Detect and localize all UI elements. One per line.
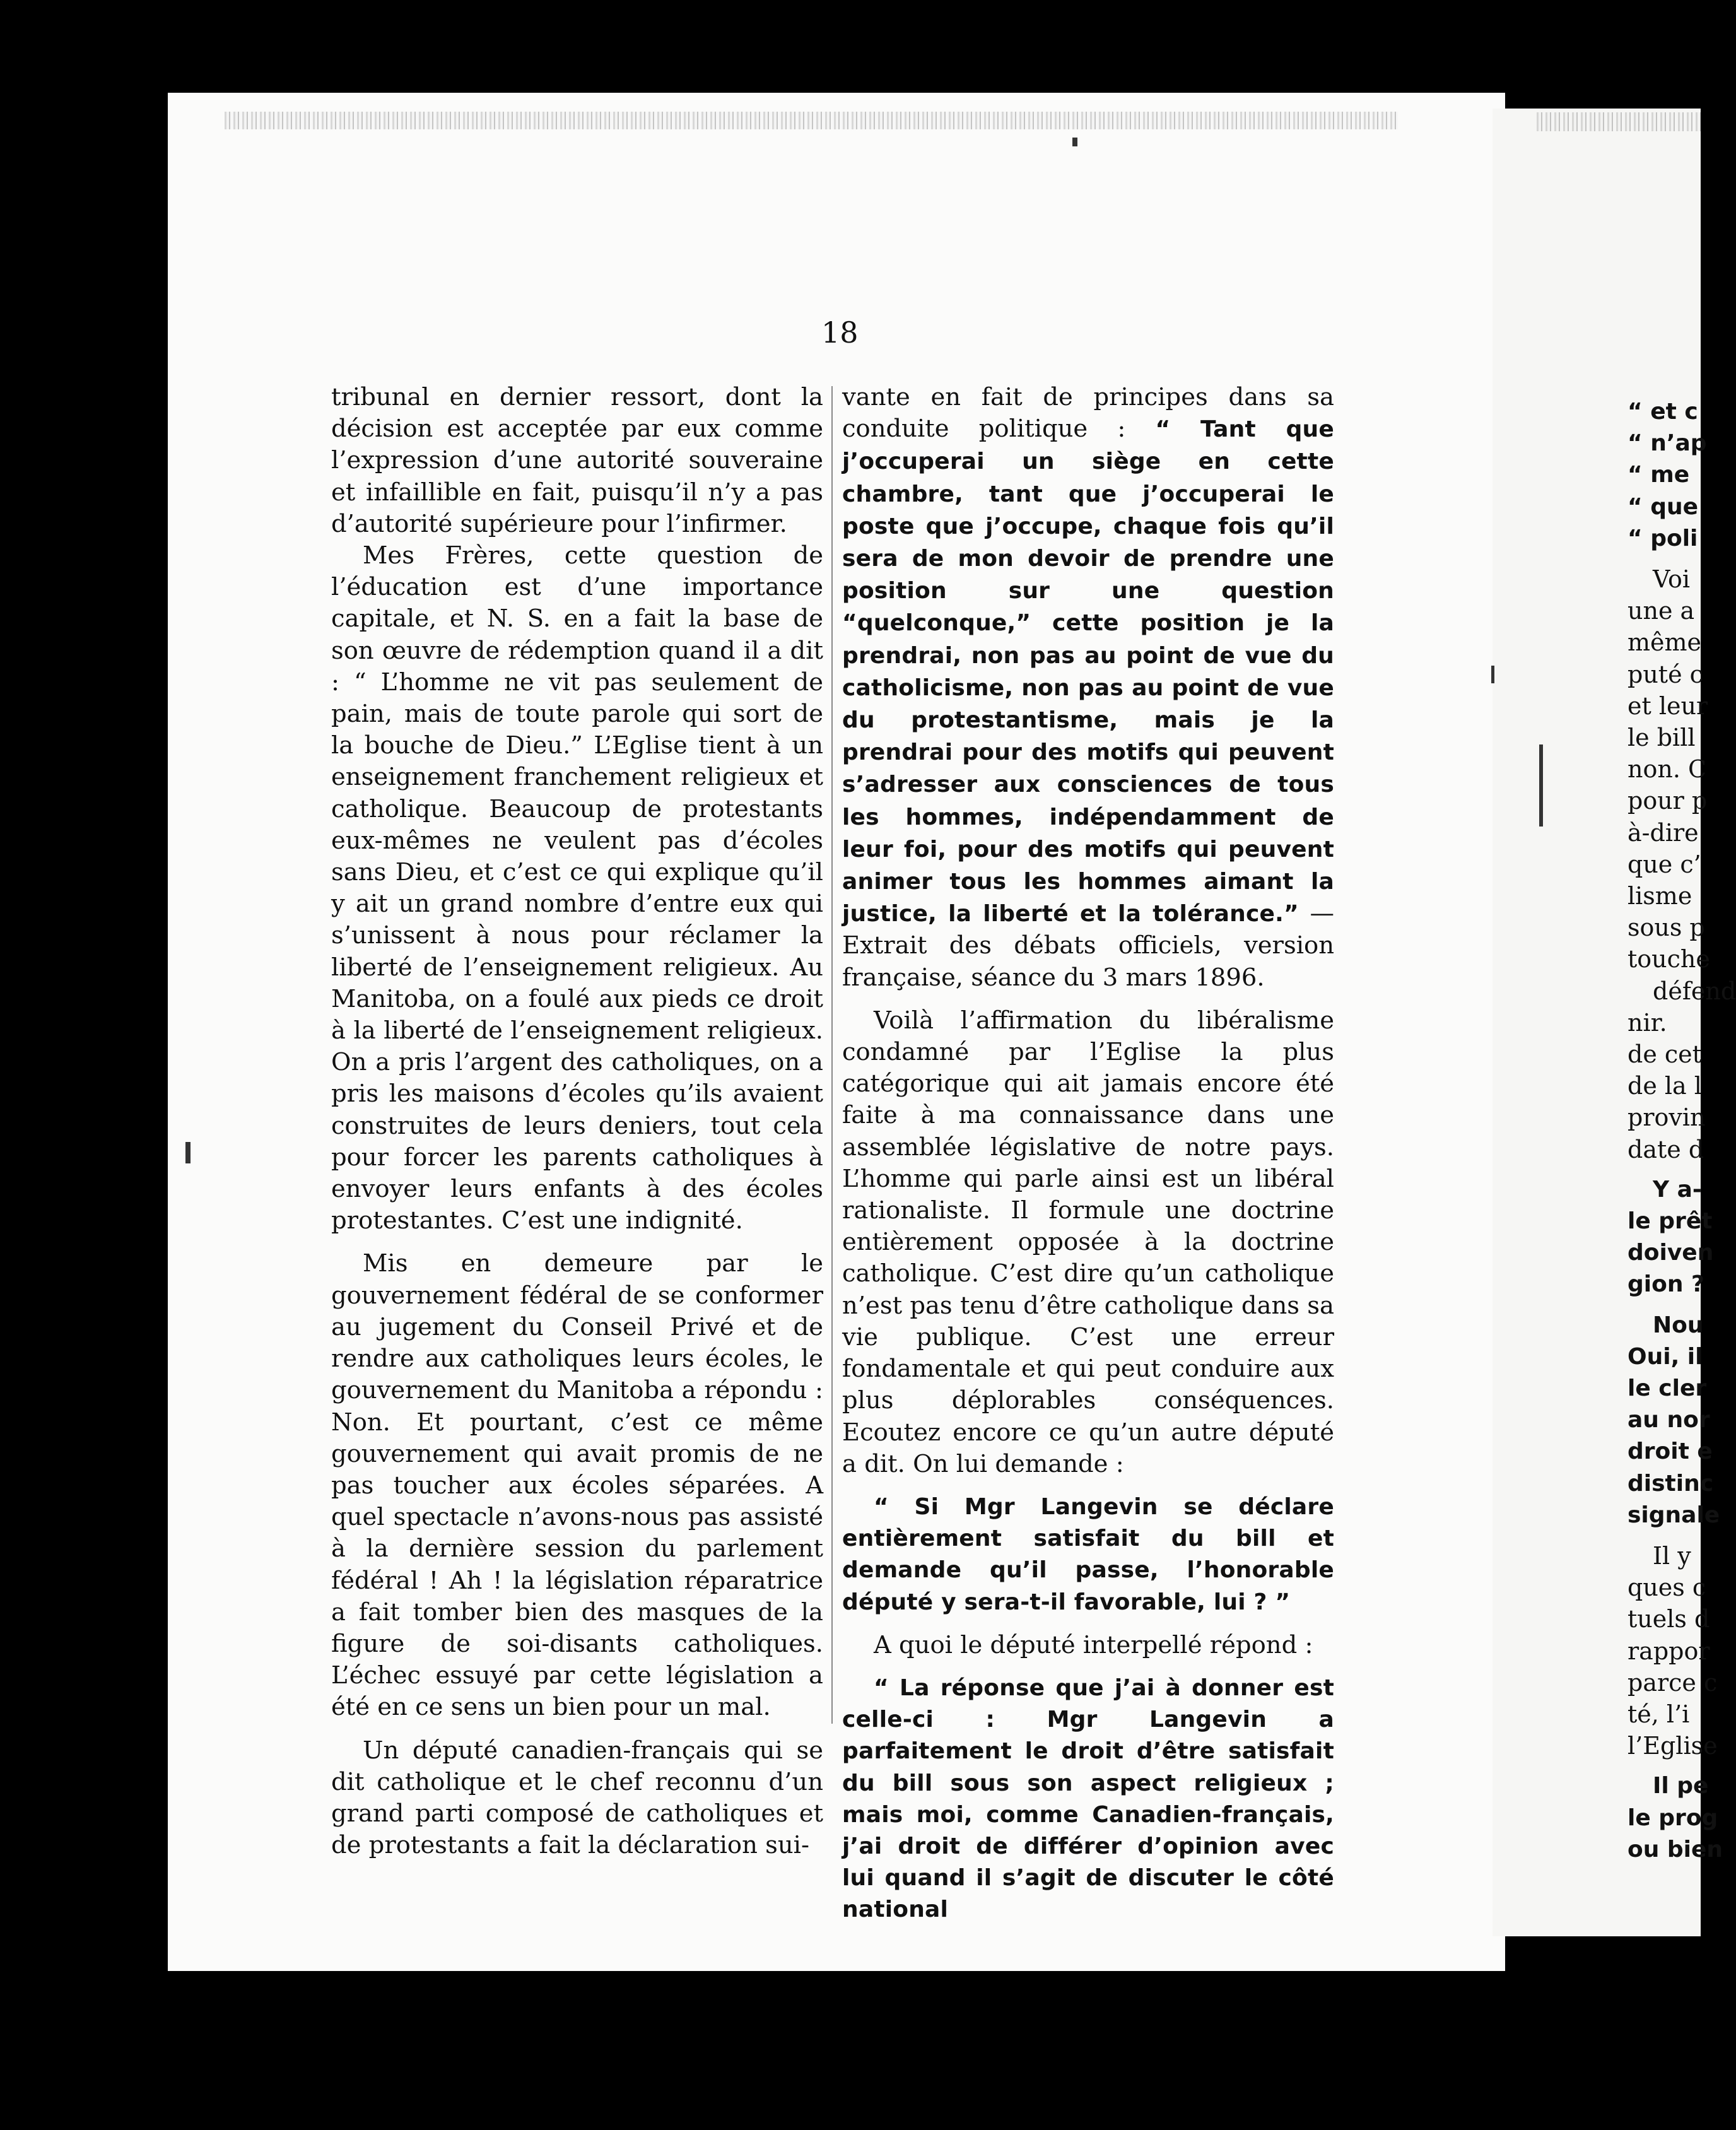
- facing-page-line: té, l’i: [1628, 1700, 1690, 1728]
- facing-page-line: le prêt: [1628, 1208, 1713, 1234]
- middle-column: [842, 382, 1334, 1926]
- facing-page-line: au nor: [1628, 1407, 1710, 1433]
- facing-page-line: une a: [1628, 597, 1695, 625]
- facing-page-line: droit e: [1628, 1439, 1713, 1465]
- facing-page-line: puté c: [1628, 660, 1703, 688]
- page-number: 18: [821, 315, 859, 350]
- paragraph: Un député canadien-français qui se dit catholique et le chef reconnu d’un grand parti composé de catholiques et de protestants a fait la déclaration sui-: [331, 1736, 823, 1860]
- facing-page-line: le cler: [1628, 1375, 1707, 1401]
- facing-page-line: “ et c: [1628, 399, 1698, 425]
- facing-page-line: lisme: [1628, 882, 1692, 910]
- facing-page-line: parce c: [1628, 1668, 1718, 1697]
- facing-page-smudge: [1537, 112, 1701, 131]
- paragraph: Mis en demeure par le gouvernement fédéral de se conformer au jugement du Conseil Privé et de rendre aux catholiques leurs écoles, le gouvernement du Manitoba a répondu : Non. Et pourtant, c’est ce même gouvernement qui avait promis de ne pas toucher aux écoles séparées. A quel spectacle n’avons-nous pas assisté à la dernière session du parlement fédéral ! Ah ! la législation réparatrice a fait tomber bien des masques de la figure de soi-disants catholiques. L’échec essuyé par cette législation a été en ce sens un bien pour un mal.: [331, 1249, 823, 1722]
- facing-page-line: “ n’ap: [1628, 430, 1707, 457]
- scan-speck: [185, 1142, 191, 1163]
- quote-bold: “ La réponse que j’ai à donner est celle-ci : Mgr Langevin a parfaitement le droit d’être satisfait du bill sous son aspect religieux ; mais moi, comme Canadien-français, j’ai droit de différer d’opinion avec lui quand il s’agit de discuter le côté national: [842, 1674, 1334, 1923]
- facing-page-line: sous p: [1628, 914, 1705, 942]
- paragraph: Mes Frères, cette question de l’éducation est d’une importance capitale, et N. S. en a fait la base de son œuvre de rédemption quand il a dit : “ L’homme ne vit pas seulement de pain, mais de toute parole qui sort de la bouche de Dieu.” L’Eglise tient à un enseignement franchement religieux et catholique. Beaucoup de protestants eux-mêmes ne veulent pas d’écoles sans Dieu, et c’est ce qui explique qu’il y ait un grand nombre d’entre eux qui s’unissent à nous pour réclamer la liberté de l’enseignement religieux. Au Manitoba, on a foulé aux pieds ce droit à la liberté de l’enseignement religieux. On a pris l’argent des catholiques, on a pris les maisons d’écoles qu’ils avaient construites de leurs deniers, tout cela pour forcer les parents catholiques à envoyer leurs enfants à des écoles protestantes. C’est une indignité.: [331, 541, 823, 1235]
- scan-speck: [1539, 744, 1543, 827]
- facing-page-line: le bill: [1628, 724, 1696, 751]
- facing-page-line: date d: [1628, 1135, 1704, 1163]
- facing-page-line: Il pe: [1653, 1773, 1709, 1799]
- facing-page-line: rappor: [1628, 1637, 1710, 1665]
- facing-page-line: doiven: [1628, 1240, 1714, 1266]
- facing-page-line: défend: [1653, 977, 1736, 1005]
- facing-page-line: “ me: [1628, 462, 1690, 488]
- facing-page-line: à-dire: [1628, 818, 1699, 847]
- facing-page-line: ou bien: [1628, 1836, 1723, 1862]
- facing-page-line: non. C: [1628, 755, 1707, 784]
- facing-page-line: touche: [1628, 945, 1710, 974]
- scan-speck: [1072, 138, 1077, 146]
- quote-source: —Extrait des débats officiels, version française, séance du 3 mars 1896.: [842, 899, 1334, 992]
- facing-page-line: même: [1628, 628, 1702, 657]
- quote-bold: “ Tant que j’occuperai un siège en cette chambre, tant que j’occuperai le poste que j’occupe, chaque fois qu’il sera de mon devoir de prendre une position sur une question “quelconque,” cette position je la prendrai, non pas au point de vue du catholicisme, non pas au point de vue du protestantisme, mais je la prendrai pour des motifs qui peuvent s’adresser aux consciences de tous les hommes, indépendamment de leur foi, pour des motifs qui peuvent animer tous les hommes aimant la justice, la liberté et la tolérance.”: [842, 416, 1334, 927]
- facing-page-line: Oui, il: [1628, 1343, 1703, 1370]
- facing-page-line: le prog: [1628, 1804, 1718, 1831]
- facing-page-line: Y a-: [1653, 1176, 1702, 1203]
- quote-bold: “ Si Mgr Langevin se déclare entièrement satisfait du bill et demande qu’il passe, l’honorable député y sera-t-il favorable, lui ? ”: [842, 1493, 1334, 1615]
- paragraph: [842, 382, 1334, 994]
- facing-page-line: distinc: [1628, 1470, 1714, 1497]
- facing-page-line: signale: [1628, 1502, 1720, 1528]
- facing-page-line: Il y: [1653, 1542, 1691, 1570]
- facing-page-line: et leur: [1628, 691, 1708, 720]
- facing-page-line: pour p: [1628, 787, 1708, 815]
- paragraph: tribunal en dernier ressort, dont la décision est acceptée par eux comme l’expression d’une autorité souveraine et infaillible en fait, puisqu’il n’y a pas d’autorité supérieure pour l’infirmer.: [331, 383, 823, 538]
- facing-page-line: nir.: [1628, 1008, 1667, 1037]
- facing-page-line: tuels d: [1628, 1605, 1710, 1633]
- quote-intro: vante en fait de principes dans sa conduite politique :: [842, 383, 1334, 444]
- facing-page-line: provin: [1628, 1103, 1706, 1132]
- top-edge-smudge: [225, 112, 1398, 129]
- column-divider: [831, 386, 833, 1724]
- paragraph: A quoi le député interpellé répond :: [874, 1630, 1313, 1659]
- scan-speck: [1491, 666, 1494, 683]
- facing-page-line: de cet: [1628, 1040, 1702, 1068]
- paragraph: Voilà l’affirmation du libéralisme condamné par l’Eglise la plus catégorique qui ait jamais encore été faite à ma connaissance dans une assemblée législative de notre pays. L’homme qui parle ainsi est un libéral rationaliste. Il formule une doctrine entièrement opposée à la doctrine catholique. C’est dire qu’un catholique n’est pas tenu d’être catholique dans sa vie publique. C’est une erreur fondamentale et qui peut conduire aux plus déplorables conséquences. Ecoutez encore ce qu’un autre député a dit. On lui demande :: [842, 1006, 1334, 1478]
- facing-page-line: de la l: [1628, 1072, 1702, 1100]
- facing-page-line: l’Eglise: [1628, 1732, 1718, 1760]
- facing-page-line: ques c: [1628, 1574, 1706, 1602]
- facing-page-line: gion ?: [1628, 1271, 1704, 1298]
- facing-page-line: “ poli: [1628, 525, 1698, 551]
- facing-page-line: Voi: [1653, 565, 1690, 593]
- facing-page-line: que c’: [1628, 850, 1701, 878]
- left-column: [331, 382, 823, 1861]
- facing-page-line: “ que: [1628, 493, 1699, 520]
- facing-page-line: Nou: [1653, 1312, 1704, 1338]
